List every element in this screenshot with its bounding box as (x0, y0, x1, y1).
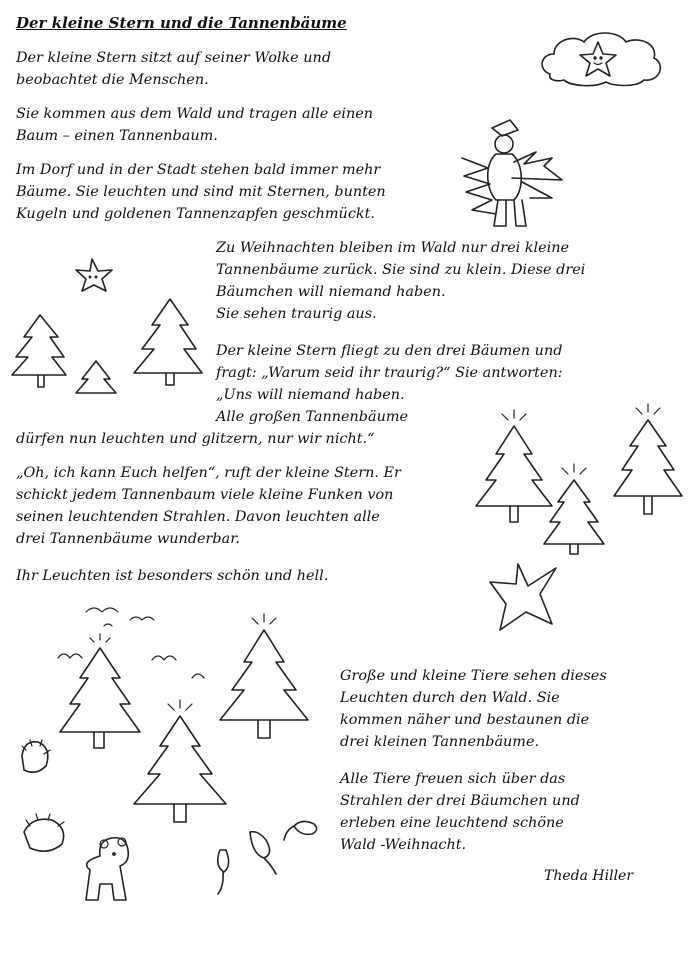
text-line: Sie sehen traurig aus. (216, 306, 377, 322)
star-on-cloud-drawing (536, 28, 666, 88)
text-line: Im Dorf und in der Stadt stehen bald immer mehr (16, 162, 381, 178)
text-line: kommen näher und bestaunen die (340, 712, 590, 728)
paragraph-1 (16, 47, 331, 91)
text-line: „Oh, ich kann Euch helfen“, ruft der kleine Stern. Er (16, 465, 401, 481)
text-line: Ihr Leuchten ist besonders schön und hell. (16, 568, 329, 584)
text-line: seinen leuchtenden Strahlen. Davon leuchten alle (16, 509, 380, 525)
text-line: Tannenbäume zurück. Sie sind zu klein. Diese drei (216, 262, 586, 278)
text-line: erleben eine leuchtend schöne (340, 815, 564, 831)
author-signature: Theda Hiller (544, 868, 634, 884)
three-glowing-trees-drawing (470, 404, 690, 554)
text-line: Alle Tiere freuen sich über das (340, 771, 566, 787)
paragraph-9 (340, 768, 580, 856)
three-small-trees-and-star-drawing (10, 255, 210, 395)
text-line: Baum – einen Tannenbaum. (16, 128, 218, 144)
forest-with-animals-drawing (14, 600, 334, 920)
text-line: Wald -Weihnacht. (340, 837, 467, 853)
text-line: Sie kommen aus dem Wald und tragen alle einen (16, 106, 374, 122)
paragraph-7 (16, 565, 328, 587)
text-line: Der kleine Stern fliegt zu den drei Bäumen und (216, 343, 563, 359)
text-line: Große und kleine Tiere sehen dieses (340, 668, 607, 684)
text-line: Der kleine Stern sitzt auf seiner Wolke und (16, 50, 332, 66)
story-title: Der kleine Stern und die Tannenbäume (16, 14, 347, 32)
text-line: Strahlen der drei Bäumchen und (340, 793, 580, 809)
text-line: drei kleinen Tannenbäume. (340, 734, 540, 750)
text-line: Zu Weihnachten bleiben im Wald nur drei kleine (216, 240, 569, 256)
large-star-drawing (488, 560, 560, 634)
text-line: beobachtet die Menschen. (16, 72, 209, 88)
text-line: Leuchten durch den Wald. Sie (340, 690, 560, 706)
paragraph-3 (16, 159, 386, 225)
text-line: drei Tannenbäume wunderbar. (16, 531, 241, 547)
paragraph-2 (16, 103, 373, 147)
text-line: schickt jedem Tannenbaum viele kleine Funken von (16, 487, 394, 503)
person-carrying-tree-drawing (452, 118, 572, 236)
text-line: „Uns will niemand haben. (216, 387, 405, 403)
text-line: Bäumchen will niemand haben. (216, 284, 446, 300)
text-line: dürfen nun leuchten und glitzern, nur wir nicht.“ (16, 431, 375, 447)
text-line: Kugeln und goldenen Tannenzapfen geschmückt. (16, 206, 375, 222)
paragraph-6 (16, 462, 401, 550)
paragraph-5-end (16, 428, 374, 450)
paragraph-8 (340, 665, 607, 753)
text-line: fragt: „Warum seid ihr traurig?“ Sie antworten: (216, 365, 563, 381)
paragraph-4 (216, 237, 585, 325)
text-line: Bäume. Sie leuchten und sind mit Sternen, bunten (16, 184, 386, 200)
text-line: Alle großen Tannenbäume (216, 409, 409, 425)
